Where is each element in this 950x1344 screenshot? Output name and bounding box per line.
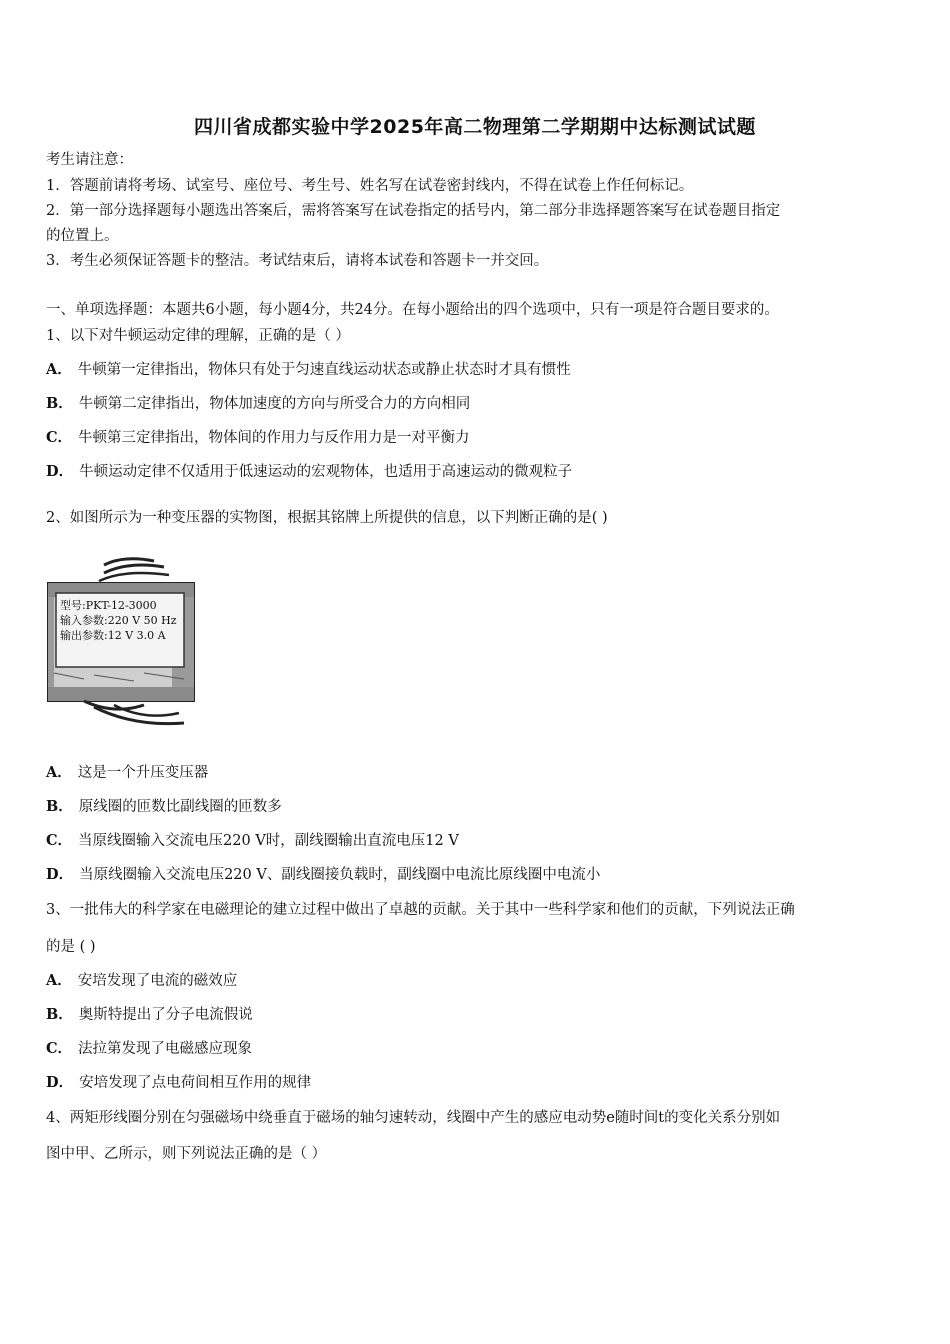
section-heading: 一、单项选择题：本题共6小题，每小题4分，共24分。在每小题给出的四个选项中，只有一项是符合题目要求的。 (46, 302, 779, 318)
q3-option-c (46, 1039, 252, 1059)
option-letter: C． (46, 1040, 73, 1057)
transformer-figure (44, 555, 200, 730)
option-letter: C． (46, 429, 73, 446)
option-text: 安培发现了电流的磁效应 (77, 973, 238, 989)
q1-option-d (46, 462, 572, 482)
option-letter: D． (46, 1074, 74, 1091)
option-letter: A． (46, 764, 72, 781)
option-text: 牛顿第一定律指出，物体只有处于匀速直线运动状态或静止状态时才具有惯性 (77, 362, 571, 378)
notice-item-2-cont: 的位置上。 (46, 228, 119, 244)
q1-option-b (46, 394, 470, 414)
q2-option-d (46, 865, 600, 885)
option-text: 当原线圈输入交流电压220 V时，副线圈输出直流电压12 V (78, 833, 459, 849)
nameplate-line-2: 输入参数:220 V 50 Hz (60, 614, 177, 627)
nameplate-line-1: 型号:PKT-12-3000 (60, 599, 157, 612)
q3-option-b (46, 1005, 253, 1025)
transformer-image (44, 555, 200, 730)
option-letter: D． (46, 866, 74, 883)
option-letter: B． (46, 798, 73, 815)
option-letter: D． (46, 463, 74, 480)
q2-option-a (46, 763, 208, 783)
notice-item-2: 2．第一部分选择题每小题选出答案后，需将答案写在试卷指定的括号内，第二部分非选择题答案写在试卷题目指定 (46, 203, 781, 219)
option-letter: C． (46, 832, 73, 849)
q3-stem-line-1: 3、一批伟大的科学家在电磁理论的建立过程中做出了卓越的贡献。关于其中一些科学家和他们的贡献，下列说法正确 (46, 902, 795, 918)
option-text: 奥斯特提出了分子电流假说 (78, 1007, 253, 1023)
q2-option-c (46, 831, 459, 851)
option-text: 牛顿第三定律指出，物体间的作用力与反作用力是一对平衡力 (78, 430, 470, 446)
q3-option-a (46, 971, 237, 991)
page-title: 四川省成都实验中学2025年高二物理第二学期期中达标测试试题 (194, 116, 756, 138)
notice-heading: 考生请注意： (46, 152, 133, 168)
option-letter: B． (46, 1006, 73, 1023)
option-text: 法拉第发现了电磁感应现象 (78, 1041, 253, 1057)
notice-item-3: 3．考生必须保证答题卡的整洁。考试结束后，请将本试卷和答题卡一并交回。 (46, 253, 549, 269)
option-text: 安培发现了点电荷间相互作用的规律 (79, 1075, 312, 1091)
option-text: 牛顿运动定律不仅适用于低速运动的宏观物体，也适用于高速运动的微观粒子 (79, 464, 573, 480)
q2-option-b (46, 797, 282, 817)
option-letter: B． (46, 395, 73, 412)
option-text: 这是一个升压变压器 (77, 765, 209, 781)
q1-stem: 1、以下对牛顿运动定律的理解，正确的是（ ） (46, 328, 350, 344)
q2-stem: 2、如图所示为一种变压器的实物图，根据其铭牌上所提供的信息，以下判断正确的是( ) (46, 510, 608, 526)
option-letter: A． (46, 361, 72, 378)
option-text: 当原线圈输入交流电压220 V、副线圈接负载时，副线圈中电流比原线圈中电流小 (79, 867, 601, 883)
q4-stem-line-2: 图中甲、乙所示，则下列说法正确的是（ ） (46, 1146, 327, 1162)
q3-option-d (46, 1073, 311, 1093)
q4-stem-line-1: 4、两矩形线圈分别在匀强磁场中绕垂直于磁场的轴匀速转动，线圈中产生的感应电动势e随时间t的变化关系分别如 (46, 1110, 781, 1126)
notice-item-1: 1．答题前请将考场、试室号、座位号、考生号、姓名写在试卷密封线内，不得在试卷上作任何标记。 (46, 178, 694, 194)
q1-option-a (46, 360, 571, 380)
nameplate-line-3: 输出参数:12 V 3.0 A (60, 629, 166, 642)
option-text: 牛顿第二定律指出，物体加速度的方向与所受合力的方向相同 (78, 396, 471, 412)
q1-option-c (46, 428, 470, 448)
option-text: 原线圈的匝数比副线圈的匝数多 (78, 799, 282, 815)
q3-stem-line-2: 的是 ( ) (46, 939, 96, 955)
option-letter: A． (46, 972, 72, 989)
